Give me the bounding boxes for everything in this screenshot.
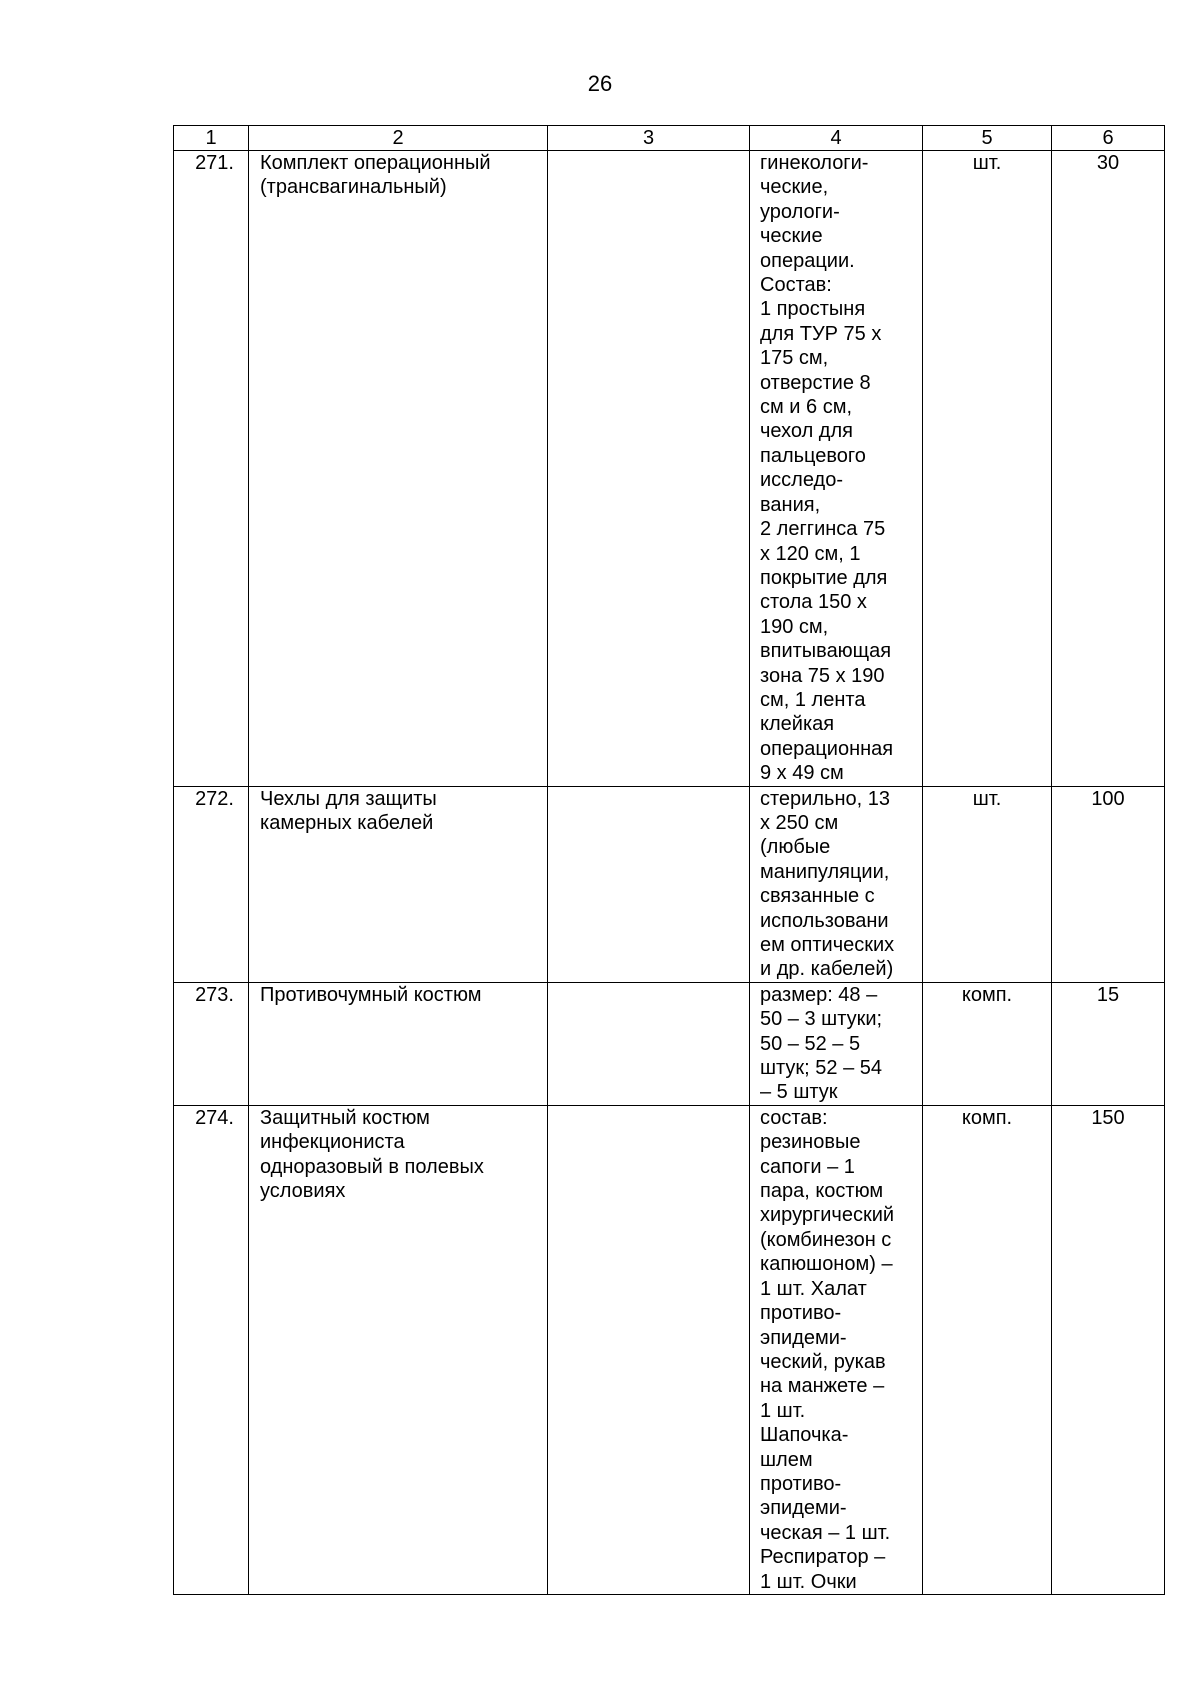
- table-row: [174, 786, 1165, 982]
- quantity-cell: 100: [1052, 786, 1165, 982]
- description-line: использовани: [760, 909, 889, 932]
- description-line: ческая – 1 шт.: [760, 1521, 891, 1544]
- description-line: хирургический: [760, 1204, 895, 1227]
- item-description: [750, 786, 923, 982]
- description-line: вания,: [760, 493, 821, 516]
- description-line: 50 – 3 штуки;: [760, 1008, 883, 1031]
- description-line: размер: 48 –: [760, 983, 878, 1006]
- quantity-cell: 15: [1052, 982, 1165, 1105]
- item-name-line: одноразовый в полевых: [260, 1155, 484, 1178]
- description-line: состав:: [760, 1106, 828, 1129]
- quantity-cell: 30: [1052, 151, 1165, 787]
- item-name-line: камерных кабелей: [260, 811, 434, 834]
- description-line: зона 75 х 190: [760, 664, 885, 687]
- description-line: ем оптических: [760, 934, 895, 956]
- row-number: 273.: [174, 982, 249, 1105]
- description-line: (любые: [760, 836, 831, 859]
- table-row: [174, 982, 1165, 1105]
- item-name-line: условиях: [260, 1180, 346, 1203]
- column-3-cell: [548, 786, 750, 982]
- description-line: штук; 52 – 54: [760, 1057, 883, 1080]
- description-line: 50 – 52 – 5: [760, 1032, 861, 1055]
- description-line: эпидеми-: [760, 1497, 847, 1520]
- unit-cell: шт.: [923, 151, 1052, 787]
- description-line: 1 простыня: [760, 298, 866, 321]
- unit-cell: комп.: [923, 982, 1052, 1105]
- description-line: 1 шт. Халат: [760, 1277, 867, 1300]
- description-line: чехол для: [760, 420, 853, 443]
- description-line: пальцевого: [760, 444, 866, 467]
- item-name-line: Комплект операционный: [260, 152, 491, 174]
- item-description: [750, 151, 923, 787]
- description-line: отверстие 8: [760, 371, 871, 394]
- description-line: противо-: [760, 1472, 842, 1495]
- description-line: эпидеми-: [760, 1326, 847, 1349]
- description-line: связанные с: [760, 885, 875, 908]
- description-line: ческие,: [760, 176, 829, 199]
- column-header: 4: [750, 126, 923, 151]
- item-description: [750, 1105, 923, 1594]
- row-number: 271.: [174, 151, 249, 787]
- description-line: манипуляции,: [760, 860, 890, 883]
- item-name-line: Чехлы для защиты: [260, 787, 437, 810]
- description-line: ческий, рукав: [760, 1350, 886, 1373]
- description-line: 175 см,: [760, 347, 829, 370]
- description-line: противо-: [760, 1302, 842, 1325]
- table-header-row: [174, 126, 1165, 151]
- description-line: х 120 см, 1: [760, 542, 861, 565]
- unit-cell: комп.: [923, 1105, 1052, 1594]
- item-name-line: (трансвагинальный): [260, 176, 447, 199]
- description-line: пара, костюм: [760, 1180, 884, 1203]
- item-description: [750, 982, 923, 1105]
- table-row: [174, 1105, 1165, 1594]
- item-name: [249, 1105, 548, 1594]
- description-line: стерильно, 13: [760, 787, 890, 810]
- description-line: 1 шт. Очки: [760, 1570, 857, 1593]
- item-name: [249, 151, 548, 787]
- description-line: (комбинезон с: [760, 1228, 892, 1251]
- item-name: [249, 982, 548, 1105]
- column-header: 5: [923, 126, 1052, 151]
- description-line: капюшоном) –: [760, 1253, 893, 1276]
- description-line: клейкая: [760, 713, 835, 736]
- items-table: [173, 125, 1165, 1595]
- column-3-cell: [548, 151, 750, 787]
- description-line: 2 леггинса 75: [760, 518, 886, 541]
- item-name-line: Защитный костюм: [260, 1106, 430, 1129]
- description-line: покрытие для: [760, 566, 888, 589]
- item-name: [249, 786, 548, 982]
- description-line: сапоги – 1: [760, 1155, 855, 1178]
- column-header: 3: [548, 126, 750, 151]
- description-line: 1 шт.: [760, 1399, 806, 1422]
- unit-cell: шт.: [923, 786, 1052, 982]
- description-line: исследо-: [760, 469, 843, 492]
- column-3-cell: [548, 982, 750, 1105]
- description-line: урологи-: [760, 200, 840, 223]
- column-header: 1: [174, 126, 249, 151]
- column-header: 2: [249, 126, 548, 151]
- table-row: [174, 151, 1165, 787]
- description-line: ческие: [760, 225, 823, 248]
- description-line: операционная: [760, 737, 894, 760]
- row-number: 272.: [174, 786, 249, 982]
- description-line: 190 см,: [760, 615, 829, 638]
- column-header: 6: [1052, 126, 1165, 151]
- description-line: шлем: [760, 1448, 813, 1471]
- description-line: на манжете –: [760, 1375, 885, 1398]
- description-line: гинекологи-: [760, 152, 869, 174]
- description-line: х 250 см: [760, 811, 839, 834]
- description-line: стола 150 х: [760, 591, 867, 614]
- quantity-cell: 150: [1052, 1105, 1165, 1594]
- column-3-cell: [548, 1105, 750, 1594]
- description-line: операции.: [760, 249, 855, 272]
- description-line: и др. кабелей): [760, 958, 894, 981]
- description-line: впитывающая: [760, 640, 892, 663]
- description-line: 9 х 49 см: [760, 762, 844, 785]
- page-number: 26: [587, 71, 613, 96]
- description-line: – 5 штук: [760, 1081, 838, 1104]
- row-number: 274.: [174, 1105, 249, 1594]
- description-line: Шапочка-: [760, 1424, 849, 1447]
- description-line: Респиратор –: [760, 1546, 886, 1569]
- item-name-line: Противочумный костюм: [260, 983, 482, 1006]
- description-line: резиновые: [760, 1131, 861, 1154]
- description-line: для ТУР 75 х: [760, 322, 882, 345]
- description-line: Состав:: [760, 274, 832, 297]
- item-name-line: инфекциониста: [260, 1131, 405, 1154]
- description-line: см и 6 см,: [760, 396, 853, 419]
- description-line: см, 1 лента: [760, 688, 866, 711]
